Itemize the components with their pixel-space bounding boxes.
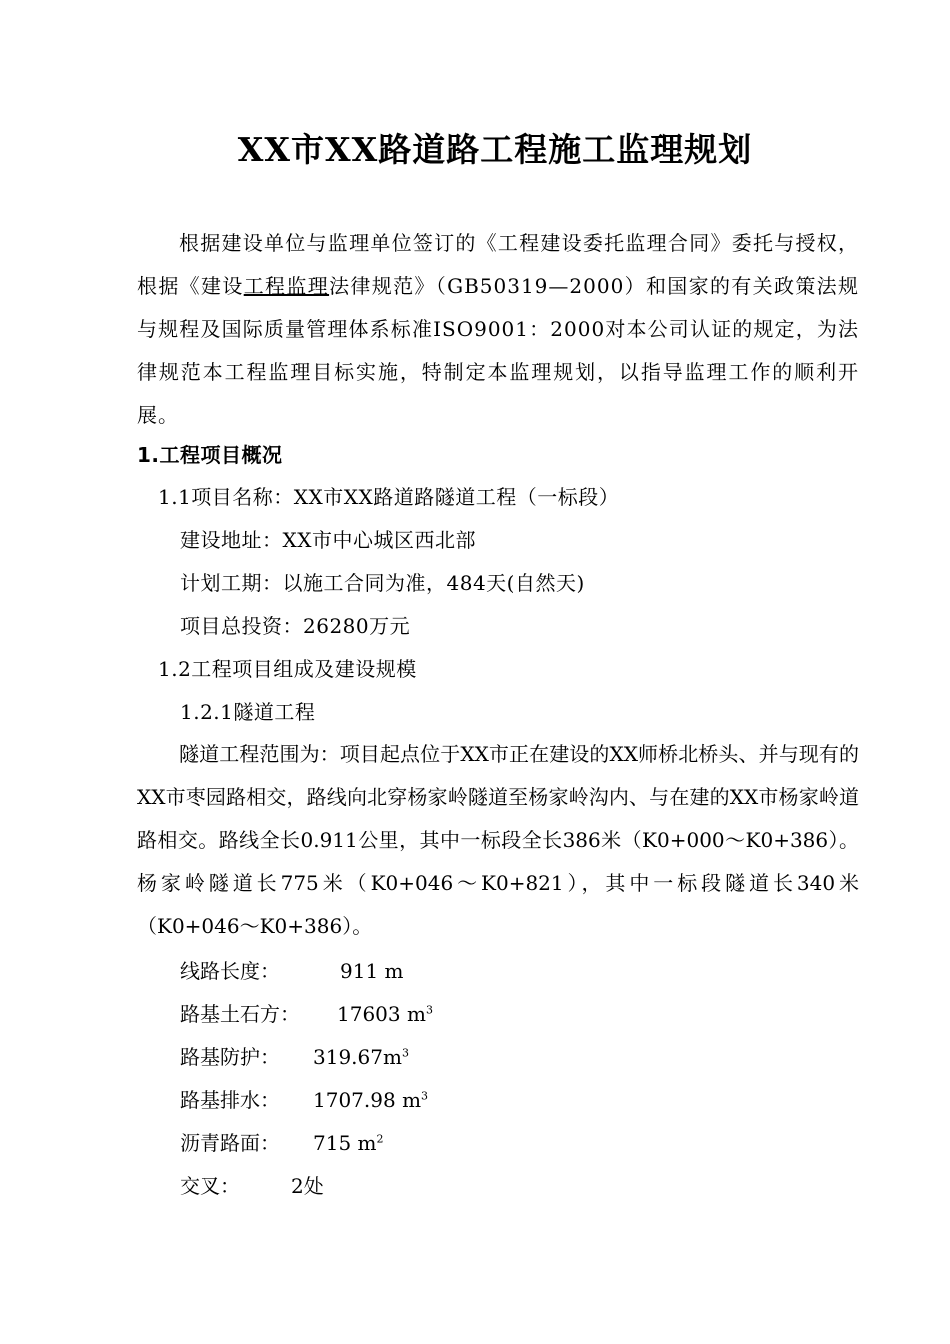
quantity-value: 715 $m^2$ (313, 1131, 384, 1155)
quantity-label: 路基防护： (180, 1045, 280, 1069)
quantity-row (180, 1171, 324, 1201)
quantity-label: 路基排水： (180, 1088, 280, 1112)
intro-underlined-term: 工程监理 (243, 274, 330, 298)
intro-text-2: 法律规范》（GB50319—2000）和国家的有关政策法规与规程及国际质量管理体系标准ISO9001：2000对本公司认证的规定，为法律规范本工程监理目标实施，特制定本监理规划，以指导监理工作的顺利开展。 (137, 274, 860, 427)
section-heading-1-2-1: 1.2.1隧道工程 (180, 700, 316, 724)
total-investment: 项目总投资：26280万元 (180, 614, 411, 638)
project-name: 1.1项目名称：XX市XX路道路隧道工程（一标段） (158, 485, 620, 509)
quantity-row (180, 999, 433, 1029)
quantity-label: 线路长度： (180, 959, 280, 983)
planned-schedule: 计划工期：以施工合同为准，484天(自然天) (180, 571, 585, 595)
quantity-value: 1707.98 $m^3$ (313, 1088, 429, 1112)
intro-paragraph (137, 222, 859, 437)
quantity-value: $319.67m^3$ (313, 1045, 409, 1069)
quantity-label: 路基土石方： (180, 1002, 300, 1026)
construction-address: 建设地址：XX市中心城区西北部 (180, 528, 476, 552)
quantity-row (180, 1042, 409, 1072)
quantity-row (180, 1085, 429, 1115)
document-title: XX市XX路道路工程施工监理规划 (237, 130, 753, 169)
quantity-row (180, 956, 404, 986)
quantity-row (180, 1128, 384, 1158)
quantity-value: 911 m (340, 959, 404, 983)
quantity-value: 2处 (291, 1174, 324, 1198)
section-heading-1: 1.工程项目概况 (137, 443, 283, 467)
intro-text-1: 根据建设单位与监理单位签订的《工程建设委托监理合同》委托与授权，根据《建设 (137, 231, 859, 298)
tunnel-description: 隧道工程范围为：项目起点位于XX市正在建设的XX师桥北桥头、并与现有的XX市枣园路相交，路线向北穿杨家岭隧道至杨家岭沟内、与在建的XX市杨家岭道路相交。路线全长0.911公里，其中一标段全长386米（K0+000～K0+386）。杨家岭隧道长775米（K0+046～K0+821），其中一标段隧道长340米（K0+046～K0+386）。 (137, 742, 859, 938)
quantity-label: 沥青路面： (180, 1131, 280, 1155)
quantity-value: 17603 $m^3$ (337, 1002, 433, 1026)
quantity-label: 交叉： (180, 1174, 240, 1198)
section-heading-1-2: 1.2工程项目组成及建设规模 (158, 657, 417, 681)
